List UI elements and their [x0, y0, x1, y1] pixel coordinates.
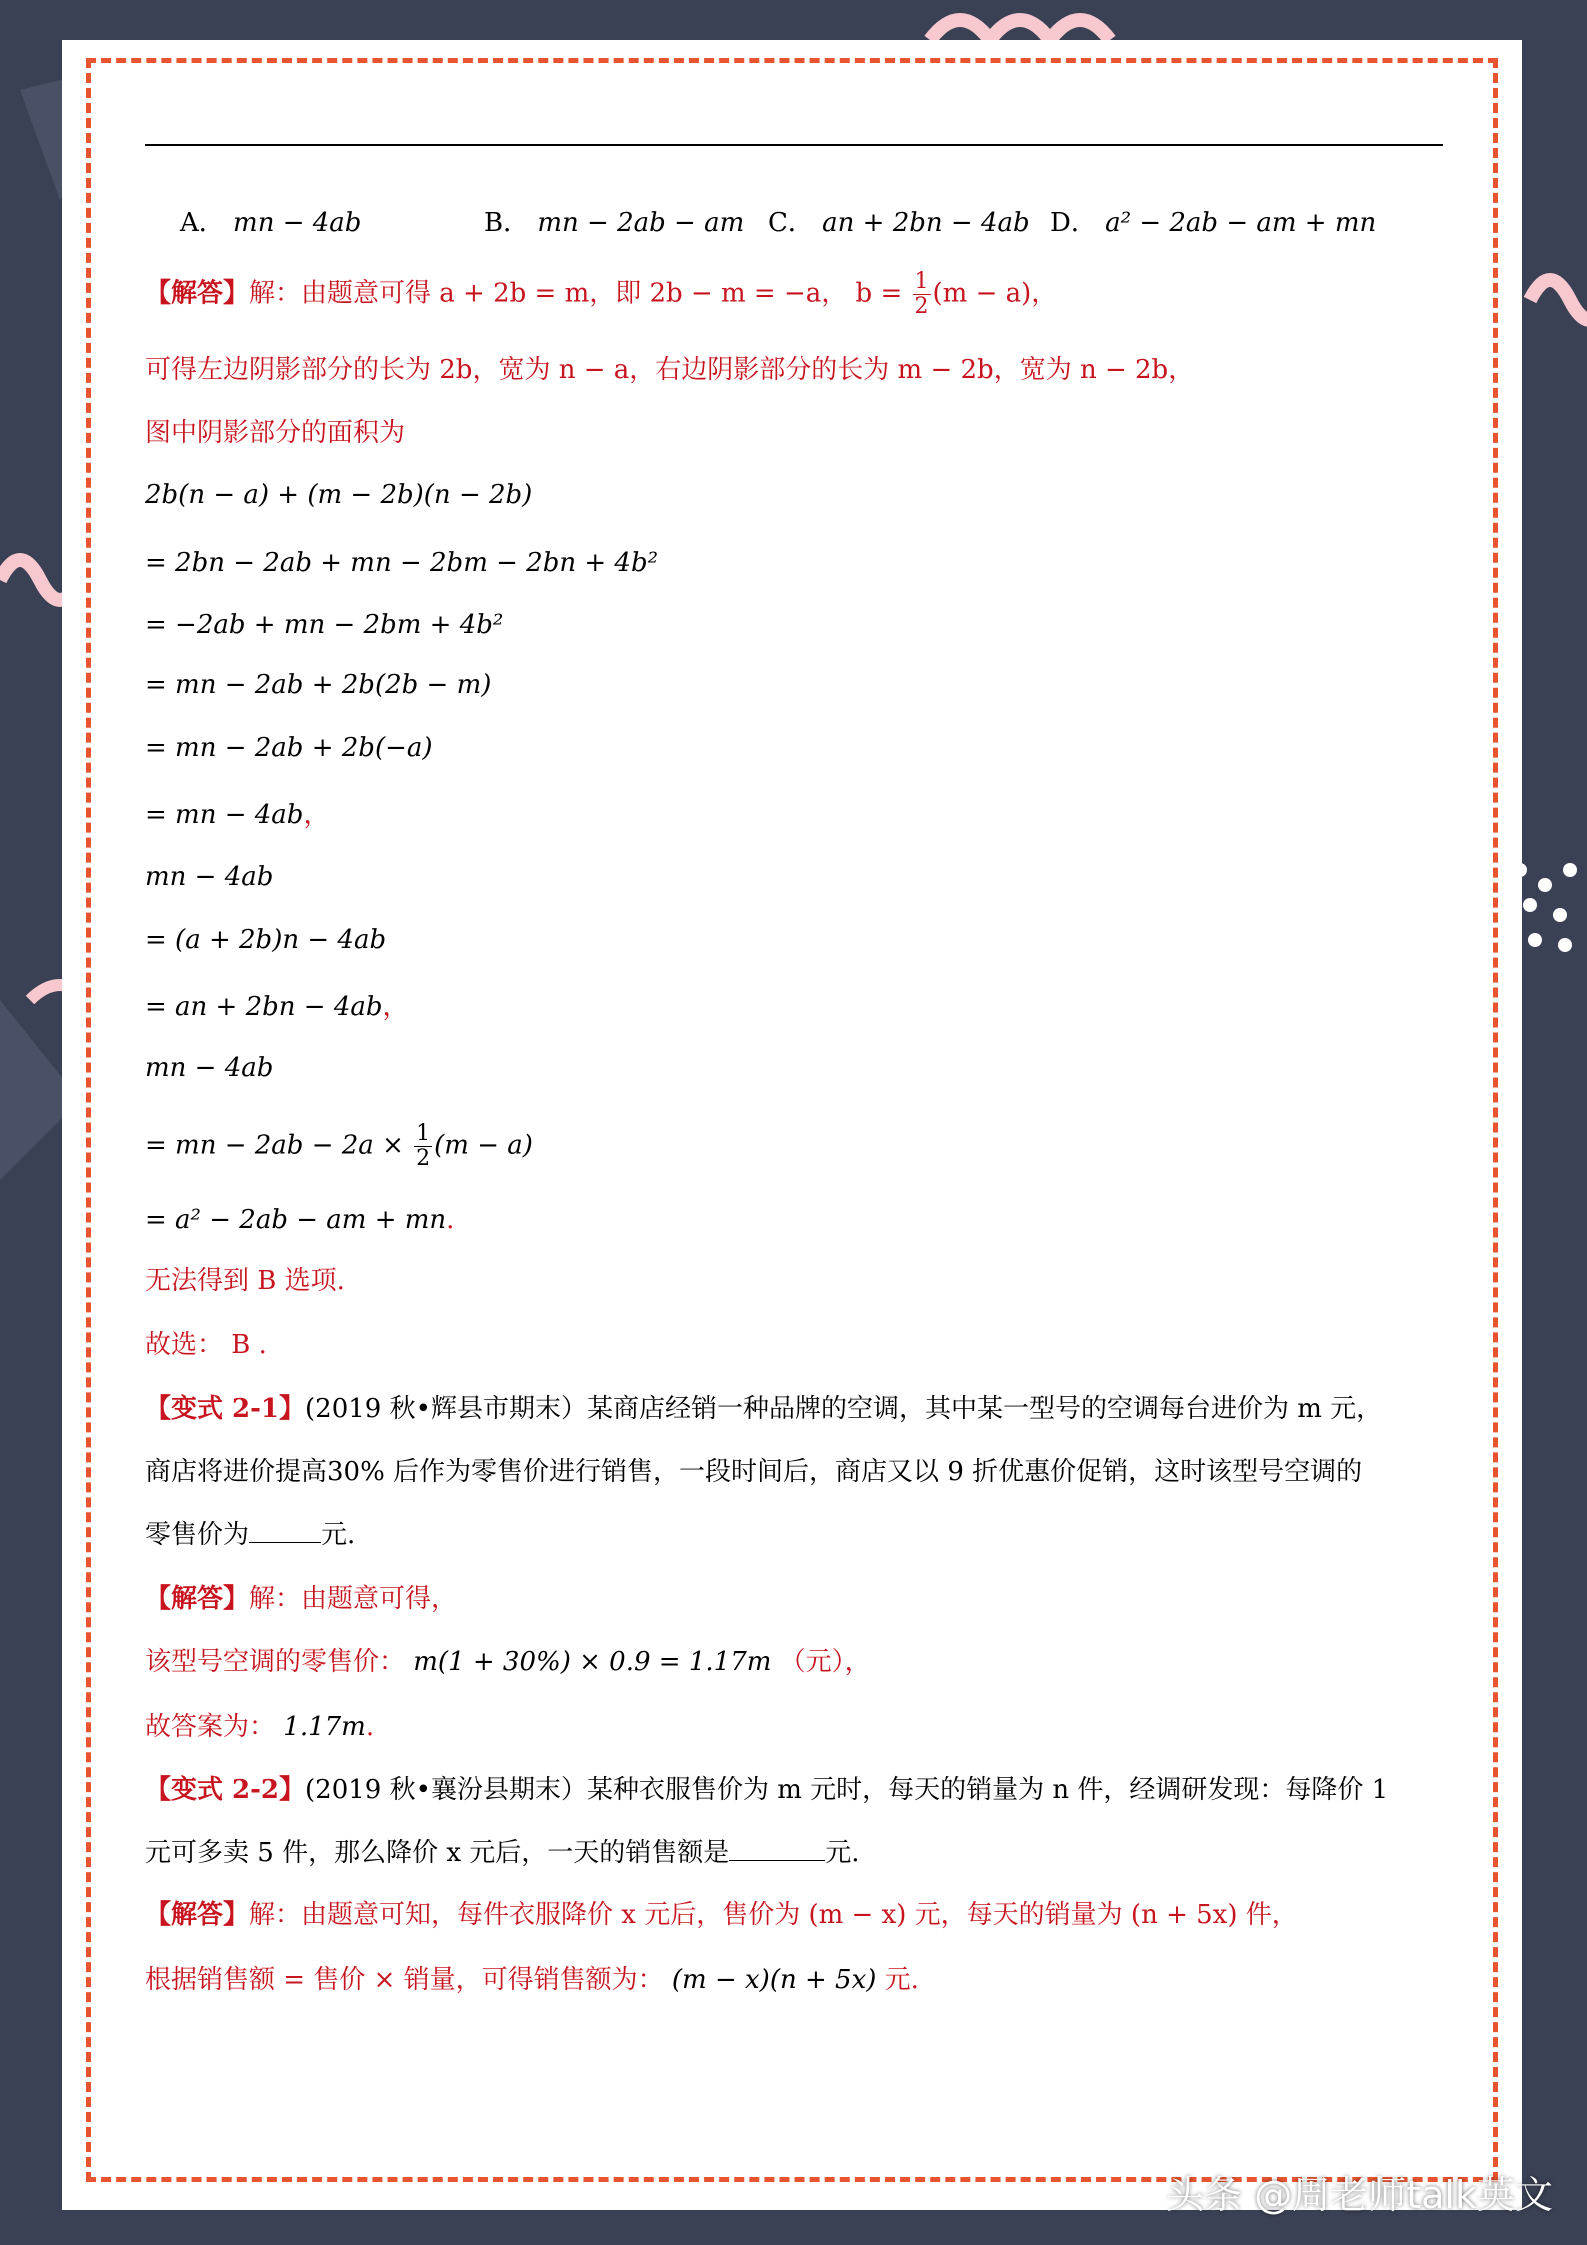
conclusion-line: 无法得到 B 选项.	[145, 1266, 345, 1296]
answer-blank-2	[729, 1834, 825, 1861]
option-a-label: A．	[180, 208, 225, 238]
fraction-one-half-2: $\frac{1}{2}$	[416, 1121, 431, 1171]
option-c	[768, 203, 1030, 243]
expr-line-6: = mn − 4ab，	[145, 800, 330, 830]
fraction-one-half: $\frac{1}{2}$	[914, 269, 929, 319]
watermark: 头条 @周老师talk英文	[1166, 2173, 1553, 2217]
solution-line-1-text: 解：由题意可得 a + 2b = m，即 2b − m = −a， b =	[249, 278, 903, 309]
solution-line-2: 可得左边阴影部分的长为 2b，宽为 n − a，右边阴影部分的长为 m − 2b，宽为 n − 2b，	[145, 355, 1195, 385]
variant-1-line-2: 商店将进价提高30% 后作为零售价进行销售，一段时间后，商店又以 9 折优惠价促销，这时该型号空调的	[145, 1457, 1363, 1487]
option-c-expr: an + 2bn − 4ab	[822, 208, 1030, 238]
variant-1-solution-1: 【解答】解：由题意可得，	[145, 1584, 458, 1614]
header-rule	[145, 144, 1443, 146]
expr-line-1: 2b(n − a) + (m − 2b)(n − 2b)	[145, 480, 533, 510]
solution-line-3: 图中阴影部分的面积为	[145, 418, 406, 448]
variant-1-tag: 【变式 2-1】	[145, 1394, 306, 1424]
option-d-expr: a² − 2ab − am + mn	[1105, 208, 1377, 238]
variant-2-line-1: 【变式 2-2】(2019 秋•襄汾县期末）某种衣服售价为 m 元时，每天的销量为 n 件，经调研发现：每降价 1	[145, 1775, 1389, 1805]
option-c-label: C．	[768, 208, 814, 238]
answer-line: 故选： B .	[145, 1330, 267, 1360]
expr-line-7: mn − 4ab	[145, 862, 274, 892]
expr-line-9: = an + 2bn − 4ab，	[145, 992, 409, 1022]
variant-1-line-1: 【变式 2-1】(2019 秋•辉县市期末）某商店经销一种品牌的空调，其中某一型号的空调每台进价为 m 元，	[145, 1394, 1383, 1424]
expr-line-8: = (a + 2b)n − 4ab	[145, 925, 387, 955]
variant-2-line-2: 元可多卖 5 件，那么降价 x 元后，一天的销售额是 元.	[145, 1833, 860, 1873]
variant-1-line-3: 零售价为 元.	[145, 1515, 355, 1555]
deco-wave-right	[1530, 280, 1587, 320]
option-b-expr: mn − 2ab − am	[537, 208, 745, 238]
expr-line-11: = mn − 2ab − 2a × $\frac{1}{2}$ (m − a)	[145, 1121, 533, 1171]
solution-line-1	[145, 270, 1057, 319]
deco-arc-top	[930, 20, 1110, 40]
option-b	[484, 203, 744, 243]
option-a-expr: mn − 4ab	[233, 208, 362, 238]
expr-line-12: = a² − 2ab − am + mn.	[145, 1205, 455, 1235]
expr-line-5: = mn − 2ab + 2b(−a)	[145, 733, 433, 763]
deco-dots	[1513, 863, 1577, 952]
expr-line-4: = mn − 2ab + 2b(2b − m)	[145, 670, 492, 700]
variant-2-solution-1: 【解答】解：由题意可知，每件衣服降价 x 元后，售价为 (m − x) 元，每天的销量为 (n + 5x) 件，	[145, 1900, 1298, 1930]
option-d-label: D．	[1050, 208, 1097, 238]
variant-2-tag: 【变式 2-2】	[145, 1775, 306, 1805]
option-a	[180, 203, 361, 243]
solution-tag: 【解答】	[145, 278, 250, 309]
answer-blank	[249, 1516, 321, 1543]
expr-line-3: = −2ab + mn − 2bm + 4b²	[145, 610, 504, 640]
variant-1-solution-3: 故答案为： 1.17m.	[145, 1712, 375, 1742]
variant-1-solution-2: 该型号空调的零售价： m(1 + 30%) × 0.9 = 1.17m （元），	[145, 1647, 871, 1677]
solution-line-1-tail: (m − a)，	[932, 278, 1058, 309]
option-b-label: B．	[484, 208, 530, 238]
option-d	[1050, 203, 1376, 243]
expr-line-10: mn − 4ab	[145, 1053, 274, 1083]
variant-2-solution-2: 根据销售额 = 售价 × 销量，可得销售额为： (m − x)(n + 5x) 元.	[145, 1965, 919, 1995]
expr-line-2: = 2bn − 2ab + mn − 2bm − 2bn + 4b²	[145, 548, 659, 578]
